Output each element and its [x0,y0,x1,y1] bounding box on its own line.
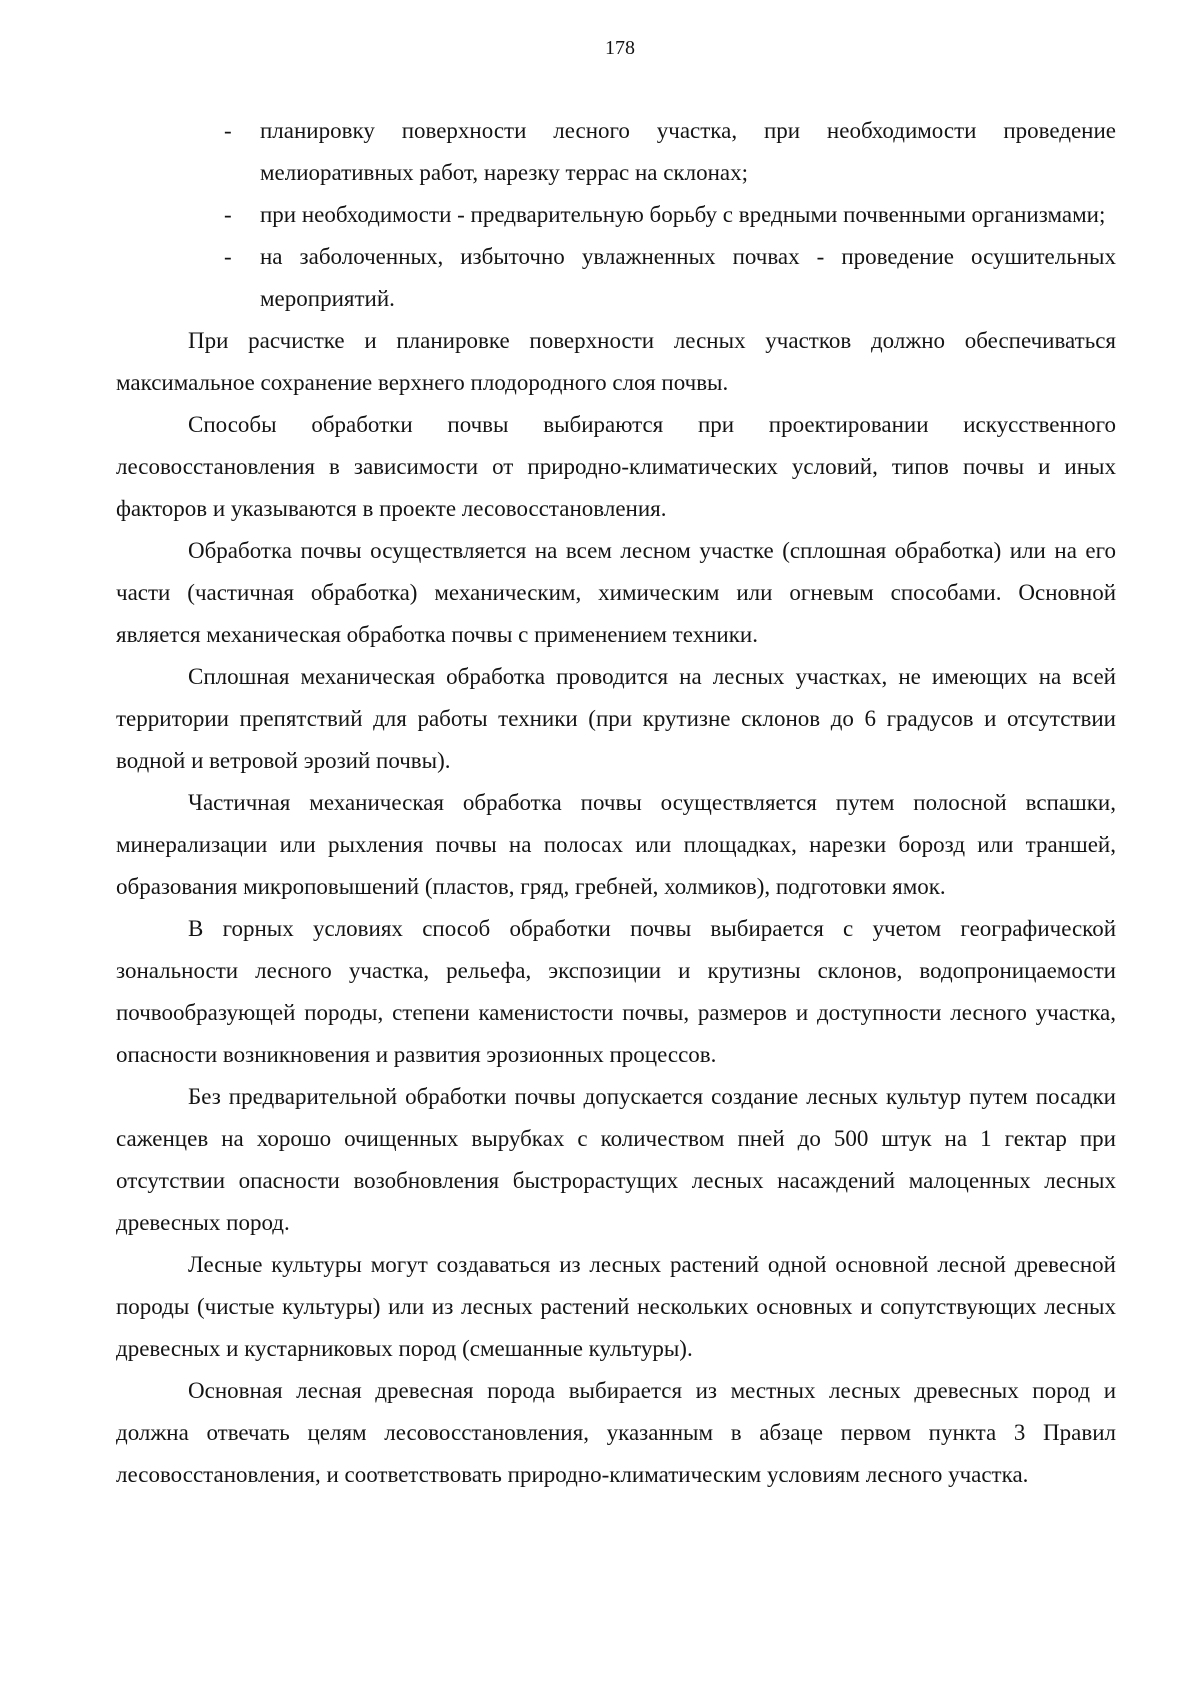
bullet-text: при необходимости - предварительную борьбу с вредными почвенными организмами; [260,202,1106,227]
bullet-list [116,110,1116,320]
paragraph-partial: Частичная механическая обработка почвы осуществляется путем полосной вспашки, минерализации или рыхления почвы на полосах или площадках, нарезки борозд или траншей, образования микроповышений (пластов, гряд, гребней, холмиков), подготовки ямок. [116,790,1116,899]
bullet-marker: - [224,244,232,269]
paragraph-methods: Способы обработки почвы выбираются при проектировании искусственного лесовосстановления в зависимости от природно-климатических условий, типов почвы и иных факторов и указываются в проекте лесовосстановления. [116,412,1116,521]
bullet-text: на заболоченных, избыточно увлажненных почвах - проведение осушительных мероприятий. [260,244,1116,311]
bullet-item [116,236,1116,320]
page-number: 178 [605,37,635,59]
bullet-marker: - [224,202,232,227]
document-body [116,110,1116,1496]
paragraph-continuous: Сплошная механическая обработка проводится на лесных участках, не имеющих на всей территории препятствий для работы техники (при крутизне склонов до 6 градусов и отсутствии водной и ветровой эрозий почвы). [116,664,1116,773]
paragraph-processing: Обработка почвы осуществляется на всем лесном участке (сплошная обработка) или на его части (частичная обработка) механическим, химическим или огневым способами. Основной является механическая обработка почвы с применением техники. [116,538,1116,647]
paragraph-main-species: Основная лесная древесная порода выбирается из местных лесных древесных пород и должна отвечать целям лесовосстановления, указанным в абзаце первом пункта 3 Правил лесовосстановления, и соответствовать природно-климатическим условиям лесного участка. [116,1378,1116,1487]
paragraph-mountain: В горных условиях способ обработки почвы выбирается с учетом географической зональности лесного участка, рельефа, экспозиции и крутизны склонов, водопроницаемости почвообразующей породы, степени каменистости почвы, размеров и доступности лесного участка, опасности возникновения и развития эрозионных процессов. [116,916,1116,1067]
bullet-marker: - [224,118,232,143]
paragraph-clearing: При расчистке и планировке поверхности лесных участков должно обеспечиваться максимальное сохранение верхнего плодородного слоя почвы. [116,328,1116,395]
paragraph-cultures: Лесные культуры могут создаваться из лесных растений одной основной лесной древесной породы (чистые культуры) или из лесных растений нескольких основных и сопутствующих лесных древесных и кустарниковых пород (смешанные культуры). [116,1252,1116,1361]
bullet-item [116,194,1116,236]
paragraph-no-treatment: Без предварительной обработки почвы допускается создание лесных культур путем посадки саженцев на хорошо очищенных вырубках с количеством пней до 500 штук на 1 гектар при отсутствии опасности возобновления быстрорастущих лесных насаждений малоценных лесных древесных пород. [116,1084,1116,1235]
bullet-text: планировку поверхности лесного участка, при необходимости проведение мелиоративных работ, нарезку террас на склонах; [260,118,1116,185]
bullet-item [116,110,1116,194]
